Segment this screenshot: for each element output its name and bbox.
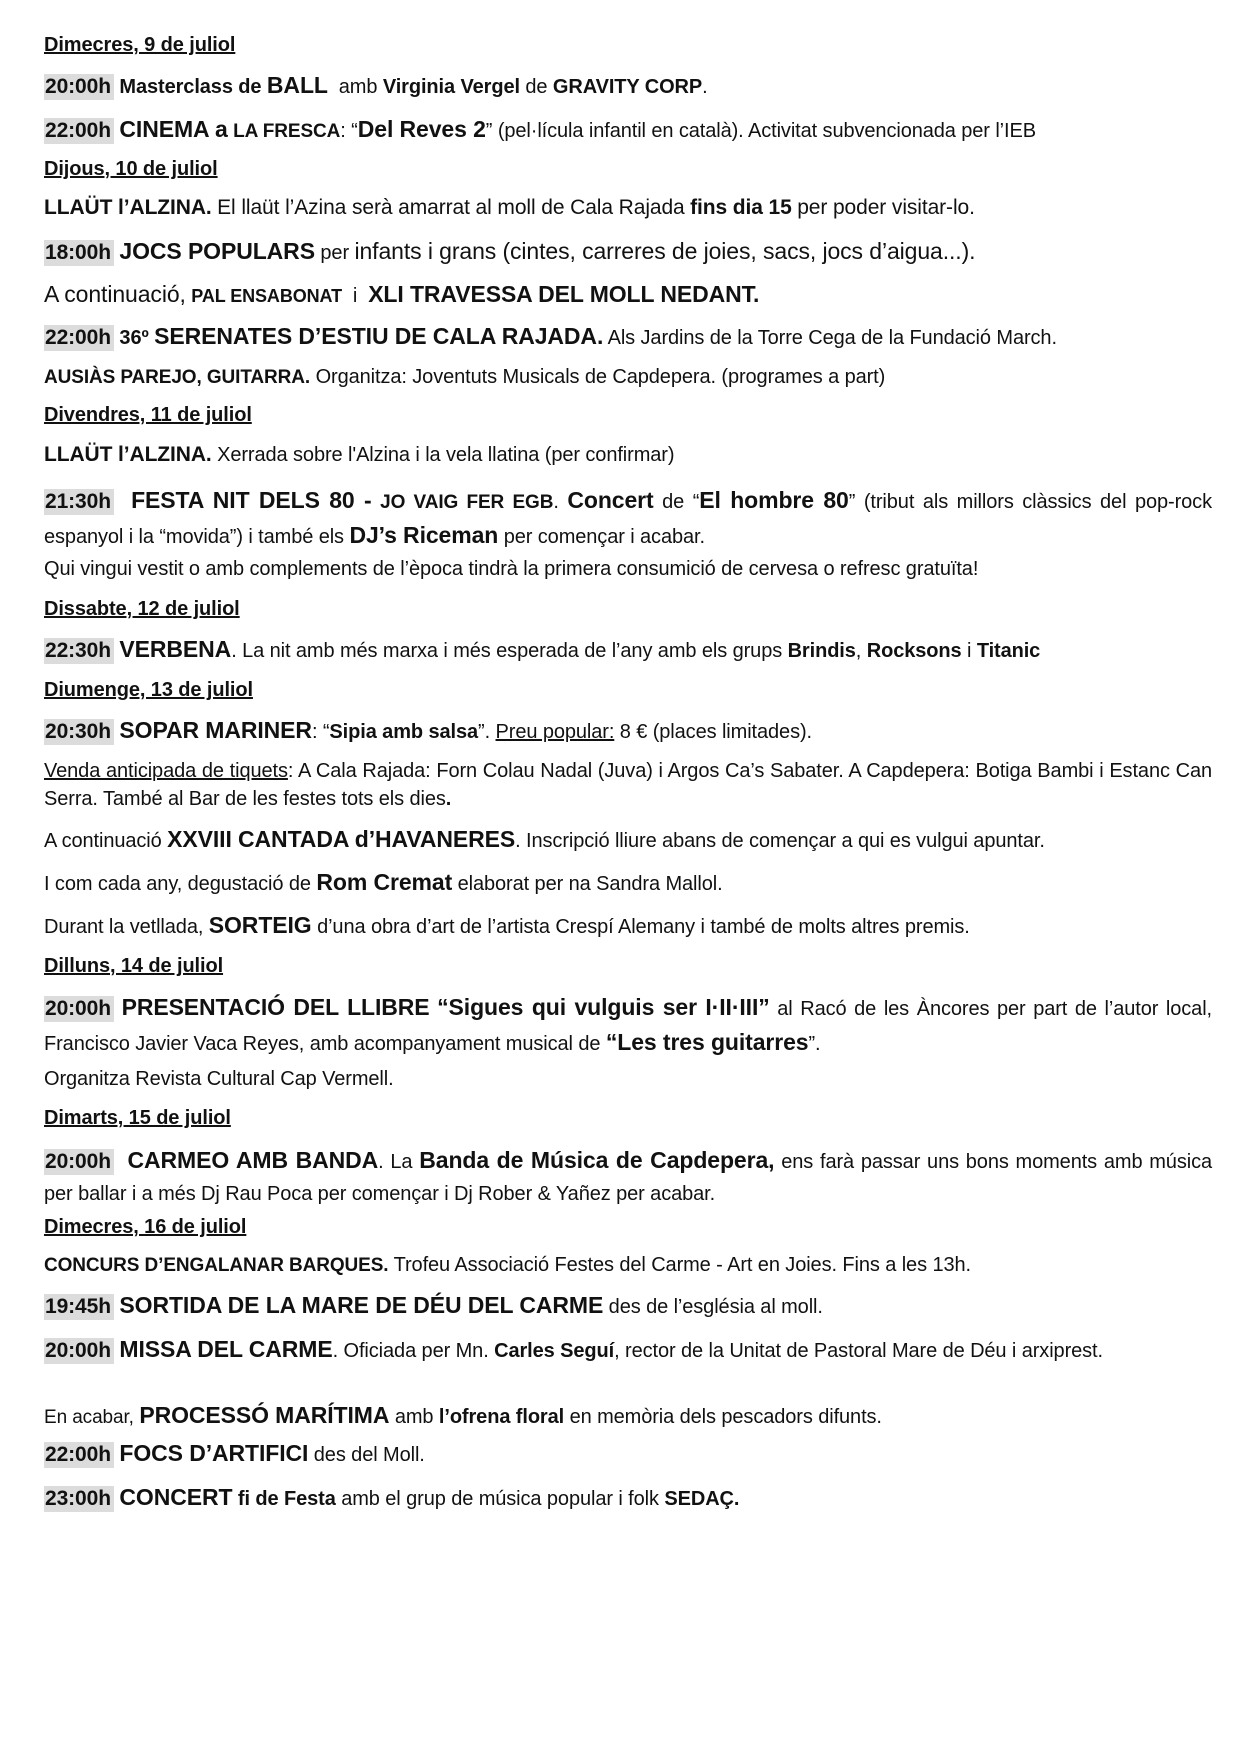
time-badge: 18:00h bbox=[44, 240, 114, 266]
event-concert-fi-festa: 23:00h CONCERT fi de Festa amb el grup de música popular i folk SEDAÇ. bbox=[45, 1484, 740, 1510]
day-heading-14: Dilluns, 14 de juliol bbox=[44, 955, 224, 977]
time-badge: 20:00h bbox=[44, 1338, 114, 1364]
event-pal-ensabonat: A continuació, PAL ENSABONAT i XLI TRAVESSA DEL MOLL NEDANT. bbox=[44, 281, 760, 307]
time-badge: 22:30h bbox=[44, 638, 114, 664]
event-engalanar-barques: CONCURS D’ENGALANAR BARQUES. Trofeu Associació Festes del Carme - Art en Joies. Fins a les 13h. bbox=[44, 1254, 971, 1276]
day-heading-9: Dimecres, 9 de juliol bbox=[44, 34, 236, 56]
event-missa-del-carme: 20:00h MISSA DEL CARME. Oficiada per Mn. Carles Seguí, rector de la Unitat de Pastoral Mare de Déu i arxiprest. bbox=[45, 1336, 1103, 1362]
time-badge: 21:30h bbox=[44, 489, 114, 515]
time-badge: 20:00h bbox=[44, 996, 114, 1022]
event-cinema: 22:00h CINEMA a LA FRESCA: “Del Reves 2” (pel·lícula infantil en català). Activitat subvencionada per l’IEB bbox=[45, 116, 1036, 142]
event-processo-maritima: En acabar, PROCESSÓ MARÍTIMA amb l’ofrena floral en memòria dels pescadors difunts. bbox=[44, 1402, 882, 1428]
event-vestit-epoca: Qui vingui vestit o amb complements de l’època tindrà la primera consumició de cervesa o refresc gratuïta! bbox=[44, 558, 979, 580]
event-llaut-alzina: LLAÜT l’ALZINA. El llaüt l’Azina serà amarrat al moll de Cala Rajada fins dia 15 per poder visitar-lo. bbox=[44, 196, 975, 219]
day-heading-15: Dimarts, 15 de juliol bbox=[44, 1107, 231, 1129]
day-heading-13: Diumenge, 13 de juliol bbox=[44, 679, 253, 701]
event-organitza-cap-vermell: Organitza Revista Cultural Cap Vermell. bbox=[44, 1068, 394, 1090]
event-havaneres: A continuació XXVIII CANTADA d’HAVANERES. Inscripció lliure abans de començar a qui es vulgui apuntar. bbox=[44, 826, 1045, 852]
time-badge: 19:45h bbox=[44, 1294, 114, 1320]
event-jocs-populars: 18:00h JOCS POPULARS per infants i grans (cintes, carreres de joies, sacs, jocs d’aigua...). bbox=[45, 238, 976, 264]
time-badge: 20:00h bbox=[44, 74, 114, 100]
event-sopar-mariner: 20:30h SOPAR MARINER: “Sipia amb salsa”. Preu popular: 8 € (places limitades). bbox=[45, 717, 812, 743]
event-ausias-parejo: AUSIÀS PAREJO, GUITARRA. Organitza: Joventuts Musicals de Capdepera. (programes a part) bbox=[44, 366, 886, 388]
event-focs-artifici: 22:00h FOCS D’ARTIFICI des del Moll. bbox=[45, 1440, 425, 1466]
day-heading-11: Divendres, 11 de juliol bbox=[44, 404, 252, 426]
day-heading-12: Dissabte, 12 de juliol bbox=[44, 598, 240, 620]
event-verbena: 22:30h VERBENA. La nit amb més marxa i més esperada de l’any amb els grups Brindis, Rocksons i Titanic bbox=[45, 636, 1041, 662]
time-badge: 20:30h bbox=[44, 719, 114, 745]
event-masterclass: 20:00h Masterclass de BALL amb Virginia Vergel de GRAVITY CORP. bbox=[45, 72, 708, 98]
event-sorteig: Durant la vetllada, SORTEIG d’una obra d’art de l’artista Crespí Alemany i també de molts altres premis. bbox=[44, 912, 970, 938]
event-rom-cremat: I com cada any, degustació de Rom Cremat elaborat per na Sandra Mallol. bbox=[44, 869, 723, 895]
day-heading-16: Dimecres, 16 de juliol bbox=[44, 1216, 247, 1238]
event-venda-tiquets: Venda anticipada de tiquets: A Cala Rajada: Forn Colau Nadal (Juva) i Argos Ca’s Sabater. A Capdepera: Botiga Bambi i Estanc Can Serra. També al Bar de les festes tots els dies. bbox=[44, 760, 1212, 810]
event-festa-nit-80: 21:30h FESTA NIT DELS 80 - JO VAIG FER EGB. Concert de “El hombre 80” (tribut als millors clàssics del pop-rock espanyol i la “movida”) i també els DJ’s Riceman per començar i acabar. bbox=[44, 487, 1212, 548]
event-sortida-mare-deu: 19:45h SORTIDA DE LA MARE DE DÉU DEL CARME des de l’església al moll. bbox=[45, 1292, 823, 1318]
time-badge: 22:00h bbox=[44, 118, 114, 144]
time-badge: 20:00h bbox=[44, 1149, 114, 1175]
event-serenates: 22:00h 36º SERENATES D’ESTIU DE CALA RAJADA. Als Jardins de la Torre Cega de la Fundació March. bbox=[45, 323, 1057, 349]
event-carmeo-amb-banda: 20:00h CARMEO AMB BANDA. La Banda de Música de Capdepera, ens farà passar uns bons moments amb música per ballar i a més Dj Rau Poca per començar i Dj Rober & Yañez per acabar. bbox=[44, 1147, 1212, 1205]
event-presentacio-llibre: 20:00h PRESENTACIÓ DEL LLIBRE “Sigues qui vulguis ser I·II·III” al Racó de les Àncores per part de l’autor local, Francisco Javier Vaca Reyes, amb acompanyament musical de “Les tres guitarres”. bbox=[44, 994, 1213, 1055]
time-badge: 23:00h bbox=[44, 1486, 114, 1512]
day-heading-10: Dijous, 10 de juliol bbox=[44, 158, 218, 180]
time-badge: 22:00h bbox=[44, 325, 114, 351]
event-xerrada-alzina: LLAÜT l’ALZINA. Xerrada sobre l'Alzina i la vela llatina (per confirmar) bbox=[44, 443, 675, 466]
time-badge: 22:00h bbox=[44, 1442, 114, 1468]
